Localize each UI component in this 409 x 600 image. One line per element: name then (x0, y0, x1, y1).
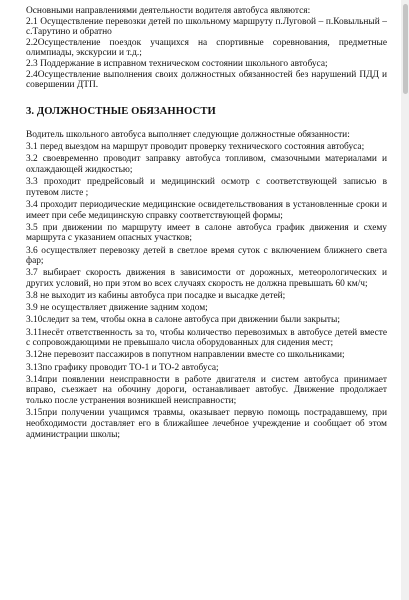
duty-paragraph: 3.13по графику проводит ТО-1 и ТО-2 автобуса; (26, 362, 219, 373)
duty-paragraph: 3.7 выбирает скорость движения в зависимости от дорожных, метеорологических и других условий, но при этом во всех случаях скорость не должна превышать 60 км/ч; (26, 268, 387, 290)
duties-section (26, 130, 387, 441)
intro-paragraph: Основными направлениями деятельности водителя автобуса являются: (26, 6, 311, 16)
duty-paragraph: Водитель школьного автобуса выполняет следующие должностные обязанности: (26, 129, 350, 140)
duty-paragraph: 3.2 своевременно проводит заправку автобуса топливом, смазочными материалами и охлаждающей жидкостью; (26, 153, 387, 175)
intro-paragraph: 2.4Осуществление выполнения своих должностных обязанностей без нарушений ПДД и совершении ДТП. (26, 69, 387, 91)
duty-paragraph: 3.6 осуществляет перевозку детей в светлое время суток с включением ближнего света фар; (26, 245, 387, 267)
duty-paragraph: 3.1 перед выездом на маршрут проводит проверку технического состояния автобуса; (26, 141, 365, 152)
intro-paragraph: 2.3 Поддержание в исправном техническом состоянии школьного автобуса; (26, 58, 328, 69)
duty-paragraph: 3.8 не выходит из кабины автобуса при посадке и высадке детей; (26, 291, 286, 302)
duty-paragraph: 3.15при получении учащимся травмы, оказывает первую помощь пострадавшему, при необходимости доставляет его в ближайшее лечебное учреждение и сообщает об этом администрации школы; (26, 408, 387, 440)
duty-paragraph: 3.3 проходит предрейсовый и медицинский осмотр с соответствующей записью в путевом листе ; (26, 176, 387, 198)
scrollbar-thumb[interactable] (403, 4, 408, 94)
duty-paragraph: 3.11несёт ответственность за то, чтобы количество перевозимых в автобусе детей вместе с сопровождающими не превышало числа оборудованных для сидения мест; (26, 327, 387, 349)
duty-paragraph: 3.14при появлении неисправности в работе двигателя и систем автобуса принимает вправо, съезжает на обочину дороги, останавливает автобус. Движение продолжает только после устранения возникшей неисправности; (26, 374, 387, 407)
intro-paragraph: 2.2Осуществление поездок учащихся на спортивные соревнования, предметные олимпиады, экскурсии и т.д.; (26, 37, 387, 59)
duty-paragraph: 3.5 при движении по маршруту имеет в салоне автобуса график движения и схему маршрута с указанием опасных участков; (26, 222, 387, 244)
intro-section (26, 6, 387, 91)
section-heading: 3. ДОЛЖНОСТНЫЕ ОБЯЗАННОСТИ (26, 105, 216, 117)
duty-paragraph: 3.10следит за тем, чтобы окна в салоне автобуса при движении были закрыты; (26, 315, 340, 326)
duty-paragraph: 3.4 проходит периодические медицинские освидетельствования в установленные сроки и имеет при себе медицинскую справку соответствующей формы; (26, 199, 387, 221)
vertical-scrollbar[interactable] (401, 0, 409, 600)
duty-paragraph: 3.12не перевозит пассажиров в попутном направлении вместе со школьниками; (26, 350, 345, 361)
intro-paragraph: 2.1 Осуществление перевозки детей по школьному маршруту п.Луговой – п.Ковыльный – с.Тарутино и обратно (26, 16, 387, 38)
duty-paragraph: 3.9 не осуществляет движение задним ходом; (26, 303, 208, 314)
